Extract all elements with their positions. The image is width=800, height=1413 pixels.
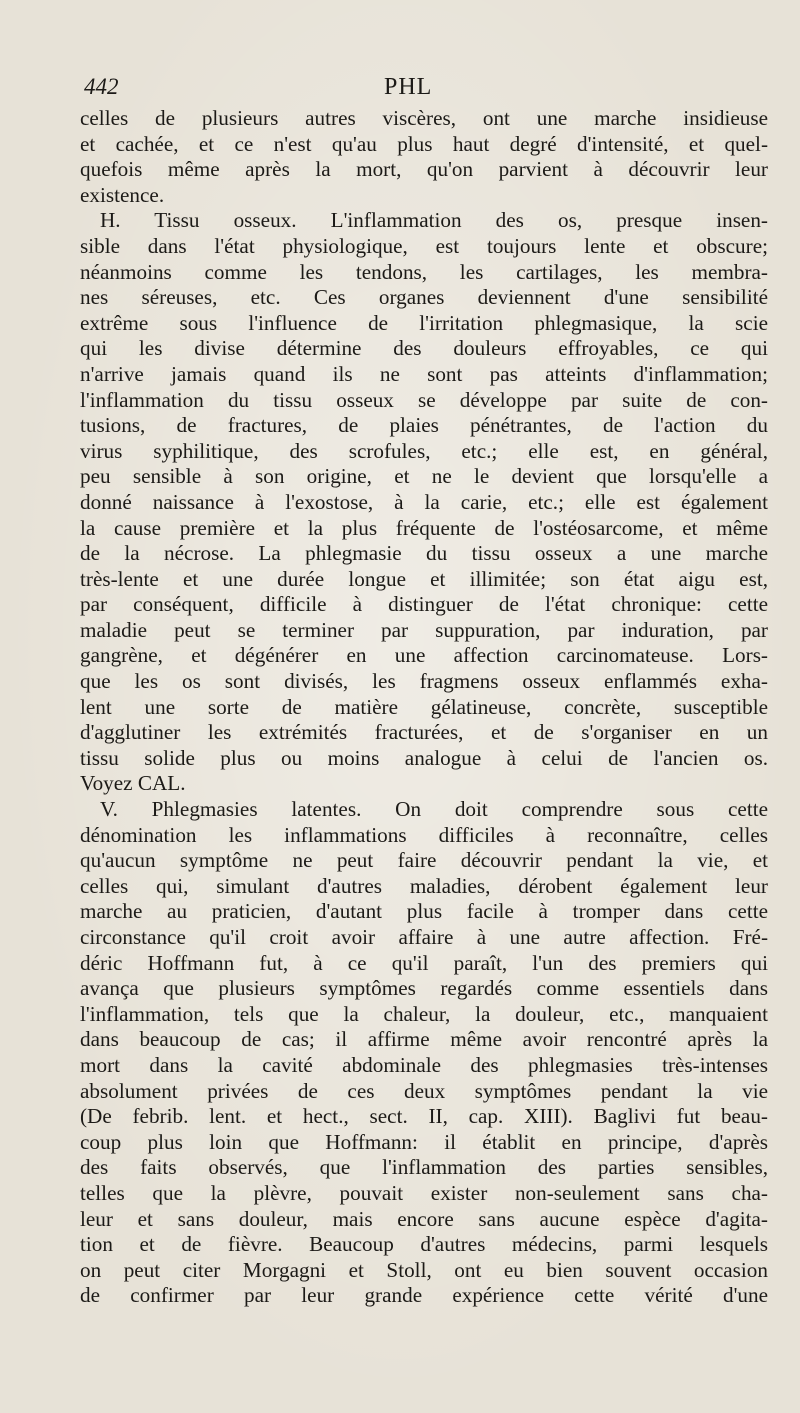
text-line: dans beaucoup de cas; il affirme même avoir rencontré après la: [80, 1027, 768, 1052]
page-number: 442: [84, 74, 119, 99]
text-line: tion et de fièvre. Beaucoup d'autres médecins, parmi lesquels: [80, 1232, 768, 1257]
text-line: leur et sans douleur, mais encore sans aucune espèce d'agita-: [80, 1206, 768, 1231]
text-line: peu sensible à son origine, et ne le devient que lorsqu'elle a: [80, 464, 768, 489]
text-line: maladie peut se terminer par suppuration, par induration, par: [80, 617, 768, 642]
text-line: absolument privées de ces deux symptômes pendant la vie: [80, 1078, 768, 1103]
cross-reference-line: Voyez CAL.: [80, 771, 186, 796]
text-line: nes séreuses, etc. Ces organes deviennent d'une sensibilité: [80, 285, 768, 310]
text-line: avança que plusieurs symptômes regardés comme essentiels dans: [80, 976, 768, 1001]
text-line: celles de plusieurs autres viscères, ont une marche insidieuse: [80, 106, 768, 130]
text-line: dénomination les inflammations difficiles à reconnaître, celles: [80, 822, 768, 847]
text-line: existence.: [80, 182, 165, 207]
text-line: sible dans l'état physiologique, est toujours lente et obscure;: [80, 233, 768, 258]
text-line: déric Hoffmann fut, à ce qu'il paraît, l'un des premiers qui: [80, 950, 768, 975]
text-line: tissu solide plus ou moins analogue à celui de l'ancien os.: [80, 745, 768, 770]
text-line: extrême sous l'influence de l'irritation phlegmasique, la scie: [80, 310, 768, 335]
text-line: la cause première et la plus fréquente de l'ostéosarcome, et même: [80, 515, 768, 540]
text-line: et cachée, et ce n'est qu'au plus haut degré d'intensité, et quel-: [80, 131, 768, 156]
text-line: on peut citer Morgagni et Stoll, ont eu bien souvent occasion: [80, 1257, 768, 1282]
text-line: néanmoins comme les tendons, les cartilages, les membra-: [80, 259, 768, 284]
text-line: circonstance qu'il croit avoir affaire à une autre affection. Fré-: [80, 925, 768, 949]
text-line: qui les divise détermine des douleurs effroyables, ce qui: [80, 336, 768, 361]
text-line: marche au praticien, d'autant plus facile à tromper dans cette: [80, 899, 768, 924]
text-line: l'inflammation, tels que la chaleur, la douleur, etc., manquaient: [80, 1001, 768, 1026]
text-line: très-lente et une durée longue et illimitée; son état aigu est,: [80, 566, 768, 591]
running-head: PHL: [384, 74, 433, 100]
text-line: de la nécrose. La phlegmasie du tissu osseux a une marche: [80, 541, 768, 566]
text-line: (De febrib. lent. et hect., sect. II, cap. XIII). Baglivi fut beau-: [80, 1104, 768, 1129]
text-line: coup plus loin que Hoffmann: il établit en principe, d'après: [80, 1129, 768, 1154]
text-line: celles qui, simulant d'autres maladies, dérobent également leur: [80, 873, 768, 898]
text-line: n'arrive jamais quand ils ne sont pas atteints d'inflammation;: [80, 361, 768, 386]
text-line: d'agglutiner les extrémités fracturées, et de s'organiser en un: [80, 720, 768, 745]
text-line: donné naissance à l'exostose, à la carie, etc.; elle est également: [80, 489, 768, 514]
page-header: [84, 74, 760, 104]
text-line: qu'aucun symptôme ne peut faire découvrir pendant la vie, et: [80, 848, 768, 873]
text-line: des faits observés, que l'inflammation des parties sensibles,: [80, 1155, 768, 1180]
text-line: que les os sont divisés, les fragmens osseux enflammés exha-: [80, 669, 768, 694]
text-line: mort dans la cavité abdominale des phlegmasies très-intenses: [80, 1052, 768, 1077]
text-line: l'inflammation du tissu osseux se développe par suite de con-: [80, 387, 768, 412]
body-text: [80, 106, 768, 1309]
text-line: lent une sorte de matière gélatineuse, concrète, susceptible: [80, 694, 768, 719]
text-line: telles que la plèvre, pouvait exister non-seulement sans cha-: [80, 1180, 768, 1205]
text-line: virus syphilitique, des scrofules, etc.; elle est, en général,: [80, 438, 768, 463]
text-line: quefois même après la mort, qu'on parvient à découvrir leur: [80, 157, 768, 182]
text-line: de confirmer par leur grande expérience cette vérité d'une: [80, 1283, 768, 1308]
text-line: tusions, de fractures, de plaies pénétrantes, de l'action du: [80, 413, 768, 438]
text-line: gangrène, et dégénérer en une affection carcinomateuse. Lors-: [80, 643, 768, 668]
section-heading-line: H. Tissu osseux. L'inflammation des os, presque insen-: [100, 208, 768, 233]
text-line: par conséquent, difficile à distinguer de l'état chronique: cette: [80, 592, 768, 617]
section-heading-line: V. Phlegmasies latentes. On doit comprendre sous cette: [100, 797, 768, 822]
